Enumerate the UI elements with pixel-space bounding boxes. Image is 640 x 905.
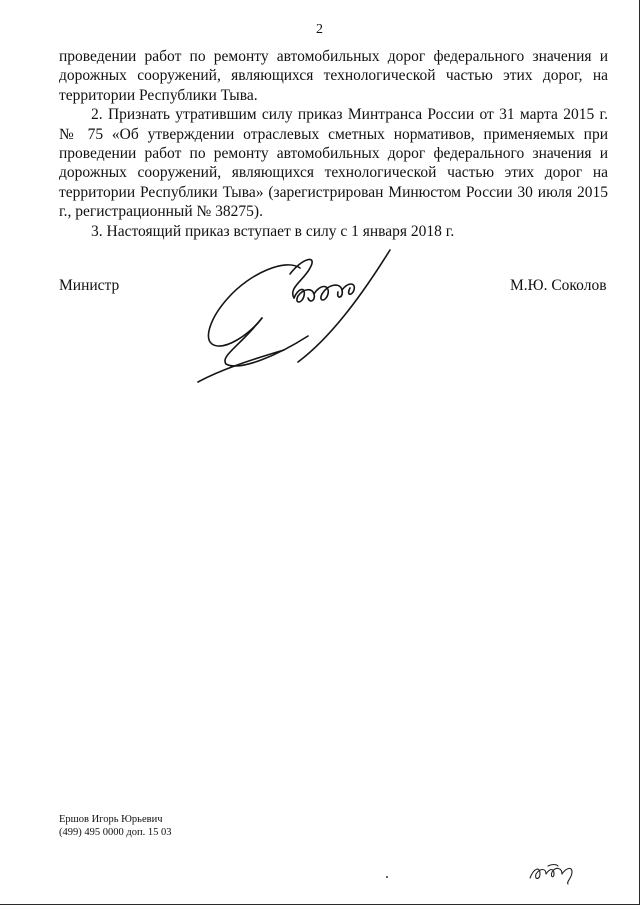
handwritten-signature	[190, 238, 400, 388]
scan-speck	[386, 876, 388, 878]
document-body	[59, 47, 608, 241]
executor-name: Ершов Игорь Юрьевич	[59, 814, 163, 825]
paragraph-continuation: проведении работ по ремонту автомобильных дорог федерального значения и дорожных сооружений, являющихся технологической частью этих дорог, на территории Республики Тыва.	[59, 48, 608, 104]
signatory-name: М.Ю. Соколов	[510, 277, 607, 294]
page-number: 2	[316, 22, 323, 37]
handwritten-initials	[528, 860, 576, 886]
signatory-title: Министр	[59, 277, 120, 294]
paragraph-item-2: 2. Признать утратившим силу приказ Минтранса России от 31 марта 2015 г. № 75 «Об утверждении отраслевых сметных нормативов, применяемых при проведении работ по ремонту автомобильных дорог федерального значения и дорожных сооружений, являющихся технологической частью этих дорог на территории Республики Тыва» (зарегистрирован Минюстом России 30 июля 2015 г., регистрационный № 38275).	[59, 106, 608, 221]
executor-phone: (499) 495 0000 доп. 15 03	[59, 827, 172, 838]
paragraph-item-3: 3. Настоящий приказ вступает в силу с 1 января 2018 г.	[91, 222, 455, 240]
executor-info	[59, 813, 171, 839]
